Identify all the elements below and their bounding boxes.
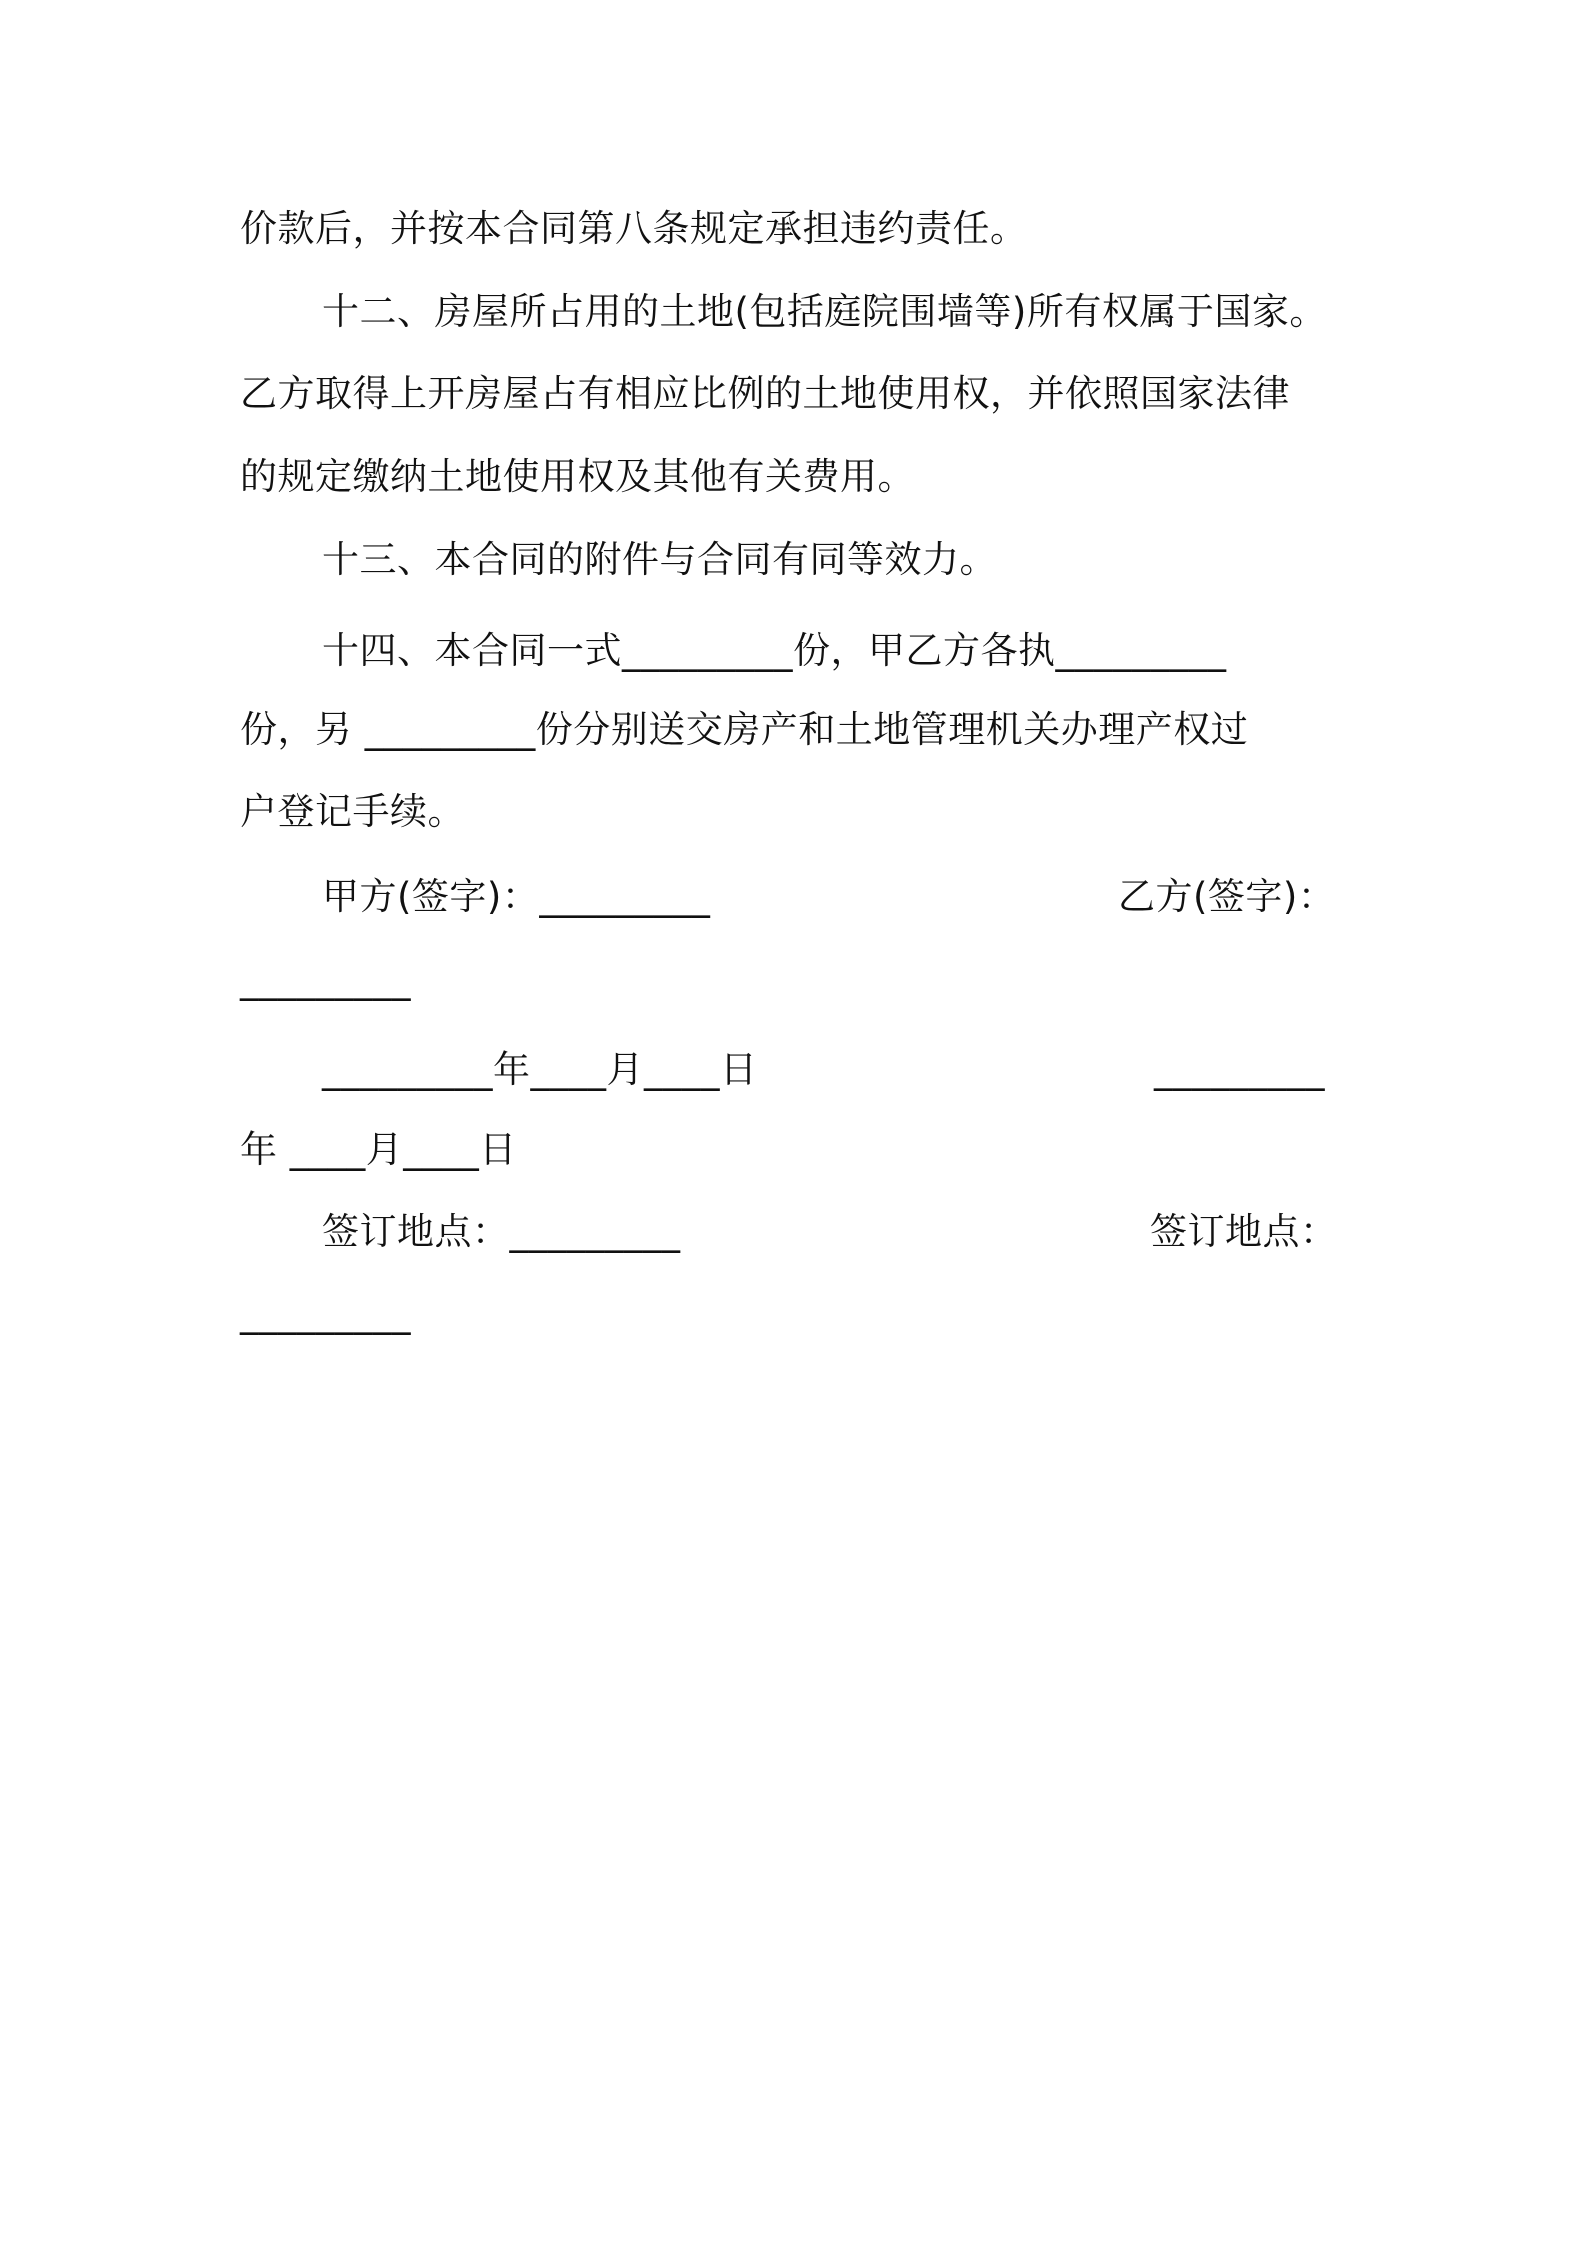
party-b-signature-blank: _________ bbox=[240, 958, 411, 1001]
text-line-1: 价款后，并按本合同第八条规定承担违约责任。 bbox=[240, 207, 1028, 250]
party-a-date: _________年____月____日 bbox=[322, 1048, 758, 1091]
clause-12-line-1: 十二、房屋所占用的土地(包括庭院围墙等)所有权属于国家。 bbox=[322, 290, 1327, 333]
clause-14-line-3: 户登记手续。 bbox=[240, 790, 465, 833]
party-b-date-blank: _________ bbox=[1154, 1048, 1325, 1091]
party-b-date: 年 ____月____日 bbox=[240, 1128, 517, 1171]
party-b-signature-label: 乙方(签字)： bbox=[1118, 875, 1336, 918]
clause-12-line-2: 乙方取得上开房屋占有相应比例的土地使用权，并依照国家法律 bbox=[240, 372, 1290, 415]
clause-14-line-1: 十四、本合同一式_________份，甲乙方各执_________ bbox=[322, 629, 1227, 672]
party-a-signature: 甲方(签字)：_________ bbox=[322, 875, 711, 918]
party-b-signing-place-blank: _________ bbox=[240, 1292, 411, 1335]
clause-13: 十三、本合同的附件与合同有同等效力。 bbox=[322, 538, 997, 581]
clause-12-line-3: 的规定缴纳土地使用权及其他有关费用。 bbox=[240, 455, 915, 498]
party-b-signing-place-label: 签订地点： bbox=[1150, 1210, 1338, 1253]
clause-14-line-2: 份，另 _________份分别送交房产和土地管理机关办理产权过 bbox=[240, 708, 1249, 751]
party-a-signing-place: 签订地点：_________ bbox=[322, 1210, 681, 1253]
